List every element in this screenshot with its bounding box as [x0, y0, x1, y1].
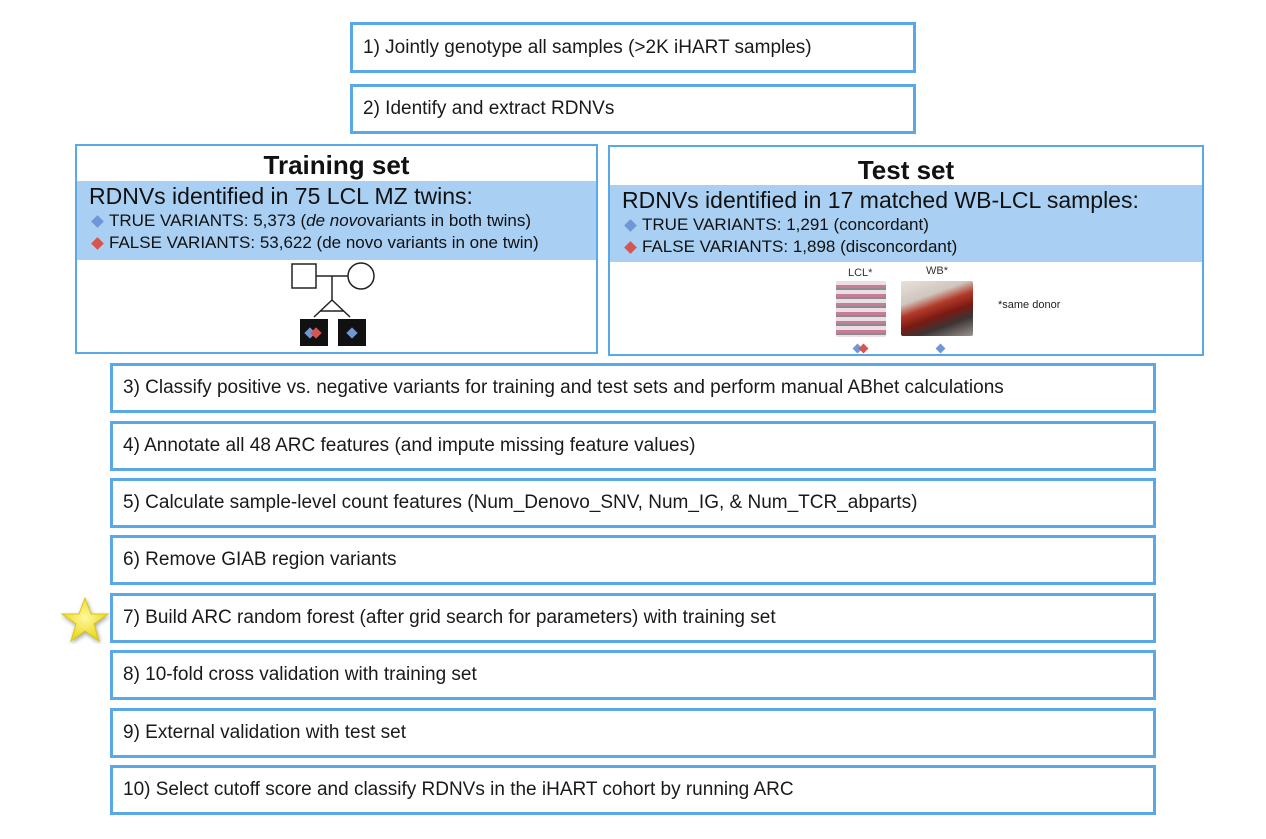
- training-true-prefix: TRUE VARIANTS: 5,373 (: [109, 211, 307, 230]
- lcl-label: LCL*: [848, 267, 873, 279]
- test-false-variants: [622, 236, 1190, 258]
- lcl-culture-photo: [836, 281, 886, 337]
- training-true-italic: de novo: [306, 211, 367, 230]
- step-8-label: 8) 10-fold cross validation with training set: [123, 664, 477, 685]
- blue-diamond-icon: [936, 344, 946, 354]
- step-5-count-features: [110, 478, 1156, 528]
- step-5-label: 5) Calculate sample-level count features (Num_Denovo_SNV, Num_IG, & Num_TCR_abparts): [123, 492, 918, 513]
- test-true-variants: [622, 214, 1190, 236]
- step-7-build-random-forest: [110, 593, 1156, 643]
- star-icon: [60, 596, 110, 644]
- step-4-label: 4) Annotate all 48 ARC features (and impute missing feature values): [123, 435, 696, 456]
- training-false-variants: [89, 232, 584, 254]
- test-false-label: FALSE VARIANTS: 1,898 (disconcordant): [642, 237, 958, 256]
- pedigree-diagram: [287, 258, 387, 354]
- step-8-cross-validation: [110, 650, 1156, 700]
- training-set-title: Training set: [263, 150, 410, 180]
- blue-diamond-icon: [91, 215, 104, 228]
- wb-label: WB*: [926, 265, 948, 277]
- step-10-select-cutoff: [110, 765, 1156, 815]
- red-diamond-icon: [859, 344, 869, 354]
- step-3-label: 3) Classify positive vs. negative variants for training and test sets and perform manual ABhet calculations: [123, 377, 1004, 398]
- step-1-label: 1) Jointly genotype all samples (>2K iHART samples): [363, 36, 812, 58]
- test-true-label: TRUE VARIANTS: 1,291 (concordant): [642, 215, 929, 234]
- step-3-classify-variants: [110, 363, 1156, 413]
- red-diamond-icon: [624, 241, 637, 254]
- training-false-label: FALSE VARIANTS: 53,622 (de novo variants in one twin): [109, 233, 539, 252]
- test-set-band: [610, 185, 1202, 262]
- step-9-label: 9) External validation with test set: [123, 722, 407, 743]
- step-7-label: 7) Build ARC random forest (after grid search for parameters) with training set: [123, 607, 776, 628]
- step-1-joint-genotype: [350, 22, 916, 73]
- step-10-label: 10) Select cutoff score and classify RDNVs in the iHART cohort by running ARC: [123, 779, 794, 800]
- test-set-title: Test set: [857, 155, 955, 185]
- wb-tube-photo: [901, 281, 973, 336]
- step-2-label: 2) Identify and extract RDNVs: [363, 98, 615, 119]
- test-set-panel: [608, 145, 1204, 356]
- red-diamond-icon: [91, 237, 104, 250]
- step-6-remove-giab: [110, 535, 1156, 585]
- training-set-panel: [75, 144, 598, 354]
- step-4-annotate-features: [110, 421, 1156, 471]
- step-6-label: 6) Remove GIAB region variants: [123, 549, 397, 570]
- training-set-heading: RDNVs identified in 75 LCL MZ twins:: [89, 183, 473, 209]
- training-true-variants: [89, 210, 584, 232]
- step-2-identify-rdnvs: [350, 84, 916, 134]
- same-donor-note: *same donor: [998, 299, 1061, 311]
- test-set-heading: RDNVs identified in 17 matched WB-LCL samples:: [622, 187, 1139, 213]
- training-true-suffix: variants in both twins): [366, 211, 532, 230]
- training-set-band: [77, 181, 596, 260]
- blue-diamond-icon: [624, 219, 637, 232]
- step-9-external-validation: [110, 708, 1156, 758]
